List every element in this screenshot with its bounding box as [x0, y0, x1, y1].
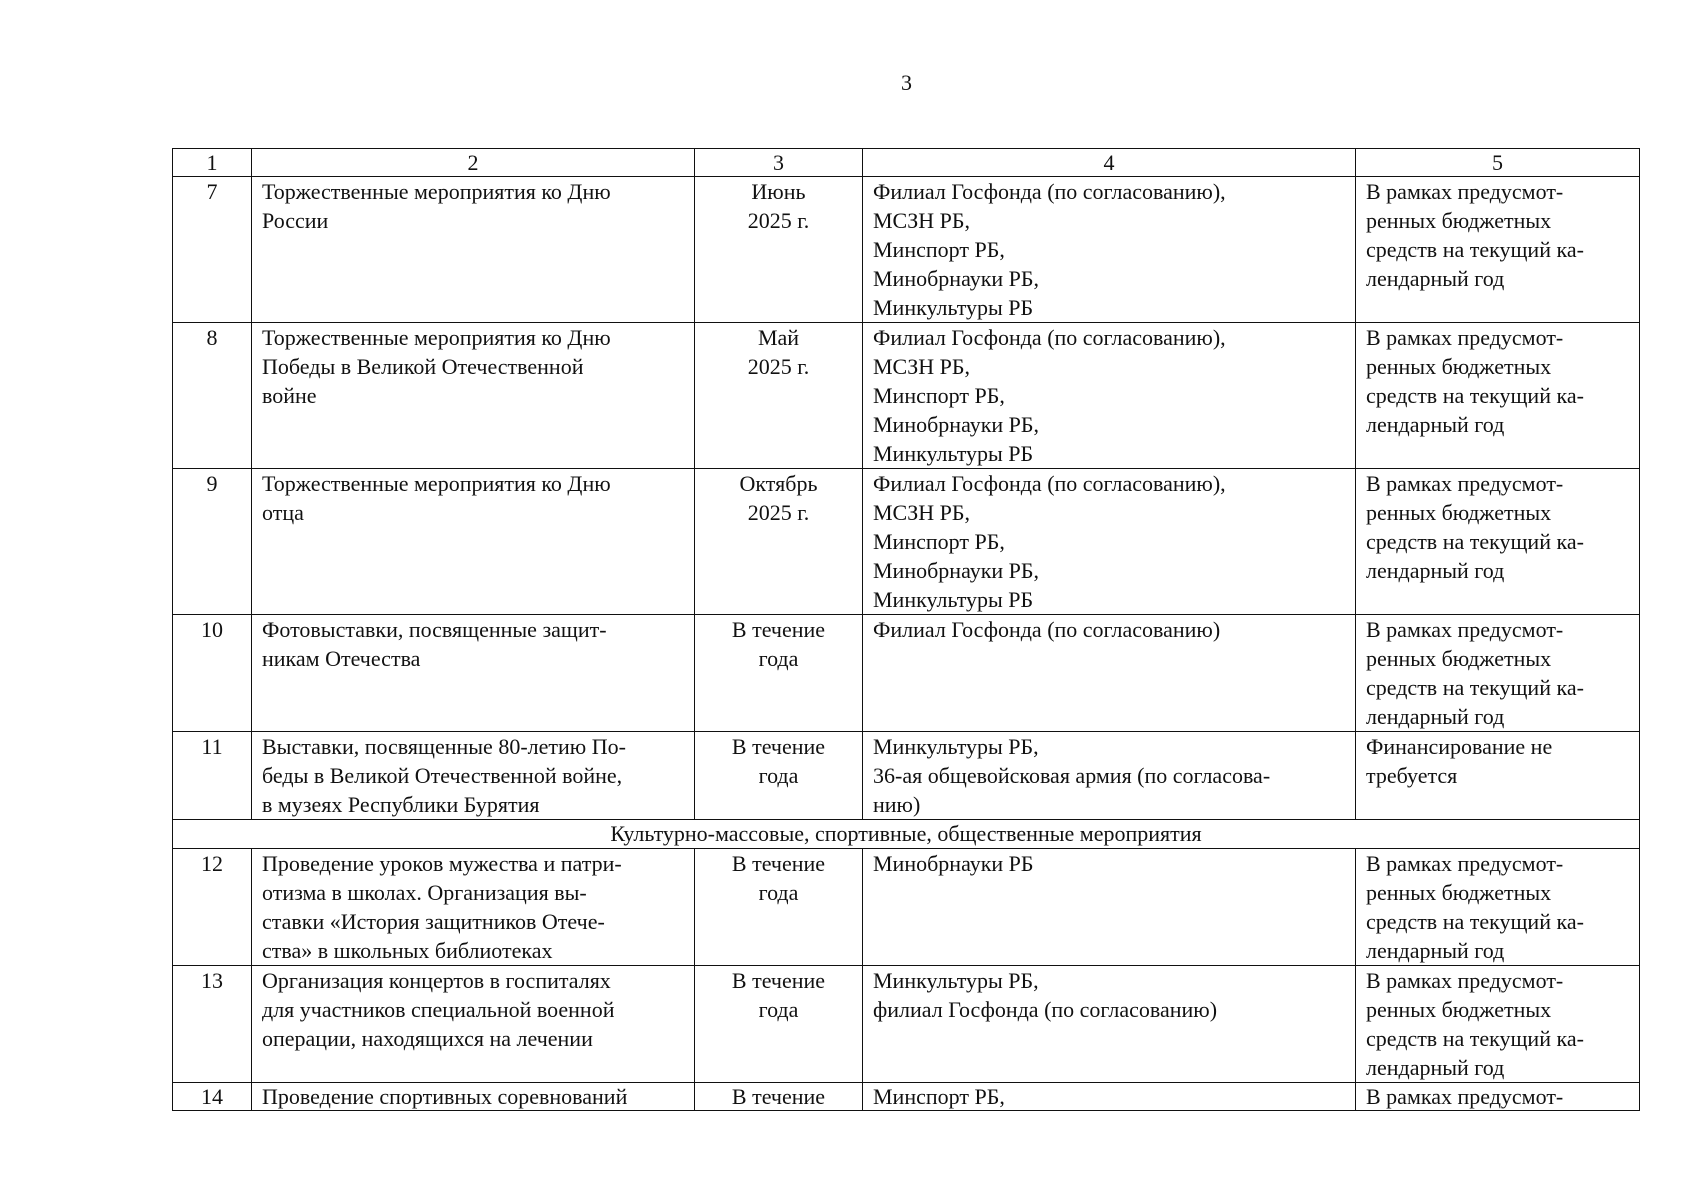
row-number: 11	[173, 732, 252, 820]
table-row	[173, 732, 1640, 820]
event-term: В течение	[695, 1083, 863, 1111]
event-executors: Филиал Госфонда (по согласованию), МСЗН РБ, Минспорт РБ, Минобрнауки РБ, Минкультуры РБ	[863, 469, 1356, 615]
event-term: В течение года	[695, 732, 863, 820]
row-number: 12	[173, 849, 252, 966]
event-executors: Филиал Госфонда (по согласованию), МСЗН РБ, Минспорт РБ, Минобрнауки РБ, Минкультуры РБ	[863, 177, 1356, 323]
table-row	[173, 615, 1640, 732]
page-number: 3	[901, 70, 912, 95]
event-funding: В рамках предусмот-	[1356, 1083, 1640, 1111]
event-name: Проведение спортивных соревнований	[252, 1083, 695, 1111]
table-row	[173, 849, 1640, 966]
column-header-2: 2	[252, 149, 695, 177]
event-name: Выставки, посвященные 80-летию По- беды в Великой Отечественной войне, в музеях Республики Бурятия	[252, 732, 695, 820]
event-term: В течение года	[695, 849, 863, 966]
event-name: Проведение уроков мужества и патри- отизма в школах. Организация вы- ставки «История защитников Отече- ства» в школьных библиотеках	[252, 849, 695, 966]
event-funding: В рамках предусмот- ренных бюджетных средств на текущий ка- лендарный год	[1356, 849, 1640, 966]
event-name: Торжественные мероприятия ко Дню отца	[252, 469, 695, 615]
event-name: Фотовыставки, посвященные защит- никам Отечества	[252, 615, 695, 732]
column-header-5: 5	[1356, 149, 1640, 177]
row-number: 10	[173, 615, 252, 732]
column-header-4: 4	[863, 149, 1356, 177]
event-executors: Филиал Госфонда (по согласованию)	[863, 615, 1356, 732]
row-number: 13	[173, 966, 252, 1083]
event-term: В течение года	[695, 966, 863, 1083]
table-header-row	[173, 149, 1640, 177]
event-name: Организация концертов в госпиталях для участников специальной военной операции, находящихся на лечении	[252, 966, 695, 1083]
section-header-row	[173, 820, 1640, 849]
event-name: Торжественные мероприятия ко Дню Победы в Великой Отечественной войне	[252, 323, 695, 469]
row-number: 7	[173, 177, 252, 323]
table-row	[173, 966, 1640, 1083]
column-header-3: 3	[695, 149, 863, 177]
event-funding: В рамках предусмот- ренных бюджетных средств на текущий ка- лендарный год	[1356, 469, 1640, 615]
event-term: Июнь 2025 г.	[695, 177, 863, 323]
table-row	[173, 323, 1640, 469]
table-row	[173, 177, 1640, 323]
events-plan-table	[172, 148, 1640, 1111]
event-executors: Минспорт РБ,	[863, 1083, 1356, 1111]
event-name: Торжественные мероприятия ко Дню России	[252, 177, 695, 323]
column-header-1: 1	[173, 149, 252, 177]
table-row	[173, 469, 1640, 615]
event-executors: Минобрнауки РБ	[863, 849, 1356, 966]
event-funding: Финансирование не требуется	[1356, 732, 1640, 820]
event-term: В течение года	[695, 615, 863, 732]
event-executors: Минкультуры РБ, филиал Госфонда (по согласованию)	[863, 966, 1356, 1083]
section-title: Культурно-массовые, спортивные, общественные мероприятия	[173, 820, 1640, 849]
event-funding: В рамках предусмот- ренных бюджетных средств на текущий ка- лендарный год	[1356, 177, 1640, 323]
event-term: Май 2025 г.	[695, 323, 863, 469]
table-row	[173, 1083, 1640, 1111]
event-executors: Минкультуры РБ, 36-ая общевойсковая армия (по согласова- нию)	[863, 732, 1356, 820]
row-number: 14	[173, 1083, 252, 1111]
event-funding: В рамках предусмот- ренных бюджетных средств на текущий ка- лендарный год	[1356, 323, 1640, 469]
event-funding: В рамках предусмот- ренных бюджетных средств на текущий ка- лендарный год	[1356, 966, 1640, 1083]
row-number: 9	[173, 469, 252, 615]
row-number: 8	[173, 323, 252, 469]
event-term: Октябрь 2025 г.	[695, 469, 863, 615]
event-funding: В рамках предусмот- ренных бюджетных средств на текущий ка- лендарный год	[1356, 615, 1640, 732]
event-executors: Филиал Госфонда (по согласованию), МСЗН РБ, Минспорт РБ, Минобрнауки РБ, Минкультуры РБ	[863, 323, 1356, 469]
